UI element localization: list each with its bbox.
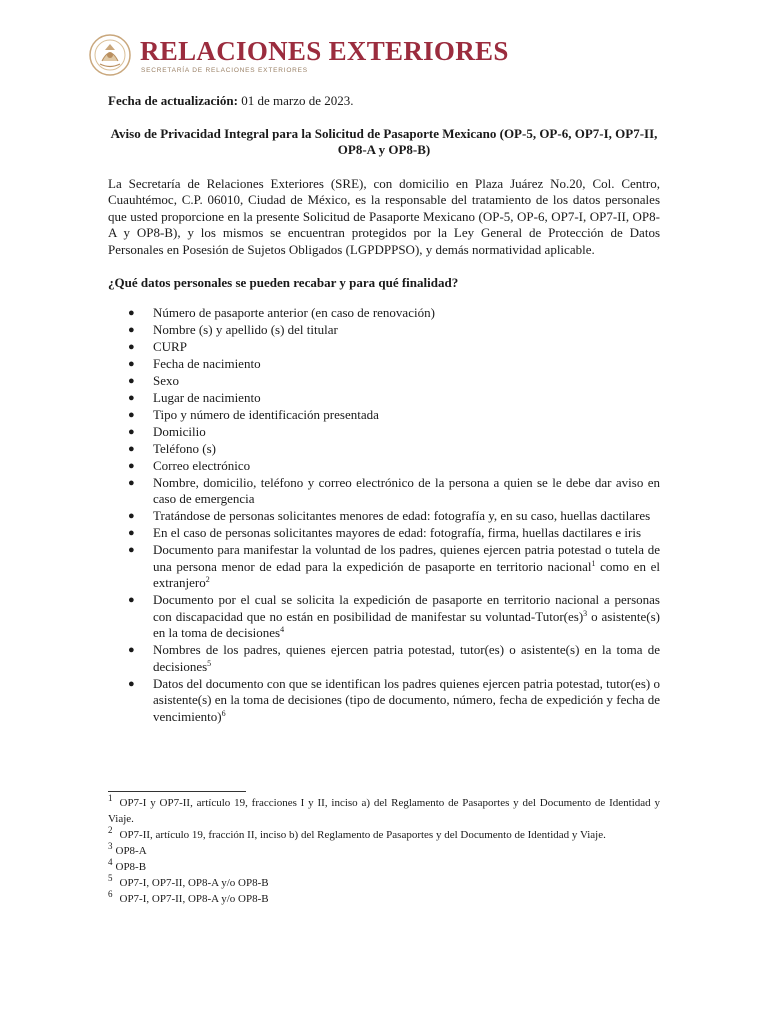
footnote-divider [108,791,246,792]
footnote-text: OP7-II, artículo 19, fracción II, inciso b) del Reglamento de Pasaportes y del Documento de Identidad y Viaje. [119,829,606,841]
list-item-text: CURP [153,338,187,354]
brand-subtitle: SECRETARÍA DE RELACIONES EXTERIORES [141,66,308,74]
bullet-icon: ● [128,594,135,606]
footnote-number: 4 [108,857,113,867]
list-item [108,525,660,542]
list-item [108,458,660,475]
footnote-number: 2 [108,825,113,835]
brand-block [140,37,509,74]
list-item-text: Sexo [153,372,179,388]
bullet-icon: ● [128,340,135,353]
footnote-text: OP7-I, OP7-II, OP8-A y/o OP8-B [119,893,269,905]
bullet-icon: ● [128,323,135,336]
list-item [108,508,660,525]
footnote [108,827,660,843]
date-label: Fecha de actualización: [108,93,238,108]
bullet-icon: ● [128,425,135,438]
list-item-text: o asistente(s) en la toma de decisiones [153,608,660,640]
list-item [108,441,660,458]
list-item-text: Lugar de nacimiento [153,389,261,405]
footnote [108,795,660,827]
personal-data-list [108,305,660,726]
bullet-icon: ● [128,527,135,539]
bullet-icon: ● [128,510,135,522]
list-item-text: Tipo y número de identificación presentada [153,406,379,422]
footnote-ref: 5 [207,658,212,668]
list-item [108,373,660,390]
bullet-icon: ● [128,644,135,656]
list-item [108,475,660,508]
list-item [108,305,660,322]
list-item [108,390,660,407]
footnote-ref: 1 [591,558,596,568]
footnote-ref: 3 [583,608,588,618]
list-item-text: Nombre, domicilio, teléfono y correo electrónico de la persona a quien se le debe dar aviso en caso de emergencia [153,474,660,506]
intro-paragraph: La Secretaría de Relaciones Exteriores (SRE), con domicilio en Plaza Juárez No.20, Col. Centro, Cuauhtémoc, C.P. 06010, Ciudad de México, es la responsable del tratamiento de los datos personales que usted proporcione en la presente Solicitud de Pasaporte Mexicano (OP-5, OP-6, OP7-I, OP7-II, OP8-A y OP8-B), y los mismos se encuentran protegidos por la Ley General de Protección de Datos Personales en Posesión de Sujetos Obligados (LGPDPPSO), y demás normatividad aplicable. [108,175,660,257]
list-item-text: Nombres de los padres, quienes ejercen patria potestad, tutor(es) o asistente(s) en la toma de decisiones [153,642,660,674]
bullet-icon: ● [128,306,135,319]
list-item-text: Documento para manifestar la voluntad de los padres, quienes ejercen patria potestad o tutela de una persona menor de edad para la expedición de pasaporte en territorio nacional [153,542,660,574]
footnote [108,843,660,859]
list-item-text: Correo electrónico [153,457,251,473]
list-item [108,356,660,373]
date-value: 01 de marzo de 2023. [241,93,354,108]
list-item-text: Nombre (s) y apellido (s) del titular [153,321,338,337]
list-item-text: Datos del documento con que se identifican los padres quienes ejercen patria potestad, tutor(es) o asistente(s) en la toma de decisiones (tipo de documento, número, fecha de expedición y fecha de vencimiento) [153,675,660,724]
list-item-text: Documento por el cual se solicita la expedición de pasaporte en territorio nacional a personas con discapacidad que no están en posibilidad de manifestar su voluntad-Tutor(es) [153,592,660,624]
bullet-icon: ● [128,544,135,556]
footnote-text: OP7-I y OP7-II, artículo 19, fracciones I y II, inciso a) del Reglamento de Pasaportes y del Documento de Identidad y Viaje. [108,797,660,825]
list-item-text: Fecha de nacimiento [153,355,261,371]
footnotes [108,795,660,907]
list-item [108,642,660,675]
bullet-icon: ● [128,357,135,370]
document-title: Aviso de Privacidad Integral para la Solicitud de Pasaporte Mexicano (OP-5, OP-6, OP7-I, OP7-II, OP8-A y OP8-B) [110,125,658,157]
list-item [108,424,660,441]
footnote-number: 5 [108,873,113,883]
list-item [108,592,660,642]
footnote [108,875,660,891]
footnote-ref: 4 [280,625,285,634]
bullet-icon: ● [128,677,135,690]
bullet-icon: ● [128,374,135,387]
footnote-ref: 2 [205,575,210,584]
list-item [108,407,660,424]
list-item-text: Número de pasaporte anterior (en caso de renovación) [153,304,435,320]
footnote-text: OP8-A [115,845,147,857]
footnote [108,891,660,907]
footnote-text: OP8-B [115,861,147,873]
bullet-icon: ● [128,476,135,489]
footnote-text: OP7-I, OP7-II, OP8-A y/o OP8-B [119,877,269,889]
bullet-icon: ● [128,442,135,455]
brand-title: RELACIONES EXTERIORES [140,35,509,66]
list-item-text: Domicilio [153,423,206,439]
list-item [108,322,660,339]
list-item-text: Tratándose de personas solicitantes menores de edad: fotografía y, en su caso, huellas dactilares [153,508,651,523]
letterhead [88,30,509,80]
footnote [108,859,660,875]
bullet-icon: ● [128,391,135,404]
mexican-coat-of-arms-icon [88,33,132,77]
bullet-icon: ● [128,459,135,472]
update-date [108,93,660,110]
bullet-icon: ● [128,408,135,421]
list-item [108,676,660,726]
list-item-text: Teléfono (s) [153,440,216,456]
footnote-number: 3 [108,841,113,851]
section-heading: ¿Qué datos personales se pueden recabar y para qué finalidad? [108,275,459,290]
footnote-ref: 6 [221,708,226,718]
list-item [108,542,660,592]
footnote-number: 1 [108,793,113,803]
list-item [108,339,660,356]
document-body [108,93,660,726]
list-item-text: En el caso de personas solicitantes mayores de edad: fotografía, firma, huellas dactilares e iris [153,525,642,540]
list-item-text: como en el extranjero [153,558,660,590]
footnote-number: 6 [108,889,113,899]
